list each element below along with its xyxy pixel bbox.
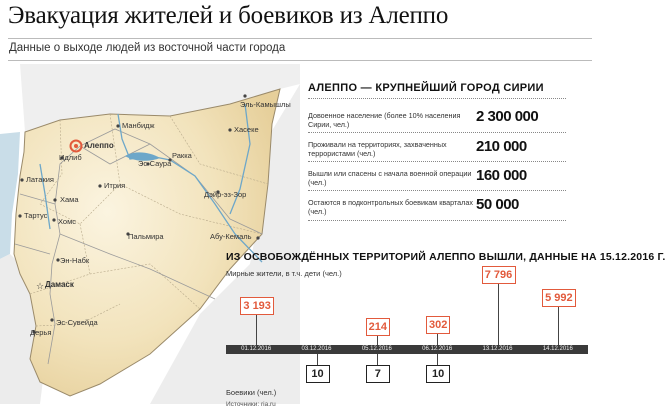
fact-value: 160 000 — [476, 167, 527, 184]
page-subtitle: Данные о выходе людей из восточной части города — [9, 42, 286, 54]
timeline-date: 13.12.2016 — [482, 346, 513, 352]
civilians-legend: Мирные жители, в т.ч. дети (чел.) — [226, 269, 342, 278]
city-label: Эн-Набк — [60, 256, 90, 265]
timeline-date: 03.12.2016 — [301, 346, 332, 352]
city-label-damascus: Дамаск — [45, 280, 74, 289]
civilians-value: 302 — [426, 316, 450, 334]
city-label: Хама — [60, 195, 79, 204]
fact-label: Довоенное население (более 10% населения Сирии, чел.) — [308, 111, 461, 129]
fact-value: 2 300 000 — [476, 108, 539, 125]
fact-divider — [308, 98, 566, 99]
city-label: Эс-Саура — [138, 159, 172, 168]
civilians-value: 3 193 — [240, 297, 274, 315]
fact-label: Проживали на территориях, захваченных террористами (чел.) — [308, 140, 447, 158]
city-label: Абу-Кемаль — [210, 232, 252, 241]
city-label: Латакия — [26, 175, 54, 184]
city-label: Ракка — [172, 151, 192, 160]
fighters-legend: Боевики (чел.) — [226, 388, 277, 397]
source-note: Источники: ria.ru — [226, 401, 276, 408]
fighters-value: 10 — [306, 365, 330, 383]
civilians-connector — [558, 307, 559, 345]
fact-value: 210 000 — [476, 138, 527, 155]
timeline-date: 05.12.2016 — [361, 346, 392, 352]
fact-value: 50 000 — [476, 196, 519, 213]
city-label: Манбидж — [122, 121, 155, 130]
city-label: Дэйр-эз-Зор — [204, 190, 247, 199]
civilians-value: 7 796 — [482, 266, 516, 284]
city-label-aleppo: Алеппо — [84, 141, 114, 150]
damascus-star: ☆ — [36, 282, 45, 292]
fact-label: Остаются в подконтрольных боевикам кварталах (чел.) — [308, 198, 473, 216]
page-title: Эвакуация жителей и боевиков из Алеппо — [8, 2, 449, 29]
fact-divider — [308, 190, 566, 191]
city-label: Дерья — [30, 328, 52, 337]
civilians-value: 5 992 — [542, 289, 576, 307]
fact-divider — [308, 220, 566, 221]
civilians-value: 214 — [366, 318, 390, 336]
civilians-connector — [498, 284, 499, 345]
city-label: Идлиб — [59, 153, 82, 162]
timeline-date: 01.12.2016 — [241, 346, 272, 352]
fact-divider — [308, 132, 566, 133]
fact-divider — [308, 161, 566, 162]
city-label: Эль-Камышлы — [240, 100, 291, 109]
civilians-connector — [256, 315, 257, 345]
fighters-value: 7 — [366, 365, 390, 383]
city-label: Пальмира — [128, 232, 164, 241]
city-label: Эс-Сувейда — [56, 318, 98, 327]
city-label: Итрия — [104, 181, 126, 190]
city-label: Хомс — [58, 217, 76, 226]
timeline-date: 06.12.2016 — [422, 346, 453, 352]
fighters-value: 10 — [426, 365, 450, 383]
city-label: Хасеке — [234, 125, 259, 134]
subtitle-divider — [8, 60, 592, 61]
civilians-connector — [377, 336, 378, 345]
timeline-bar — [226, 345, 588, 354]
fact-label: Вышли или спасены с начала военной операции (чел.) — [308, 169, 472, 187]
facts-title: АЛЕППО — КРУПНЕЙШИЙ ГОРОД СИРИИ — [308, 82, 544, 94]
title-divider — [8, 38, 592, 39]
timeline-date: 14.12.2016 — [542, 346, 573, 352]
city-label: Тартус — [24, 211, 48, 220]
timeline-title: ИЗ ОСВОБОЖДЁННЫХ ТЕРРИТОРИЙ АЛЕППО ВЫШЛИ, ДАННЫЕ НА 15.12.2016 Г. — [226, 251, 665, 263]
civilians-connector — [437, 334, 438, 345]
